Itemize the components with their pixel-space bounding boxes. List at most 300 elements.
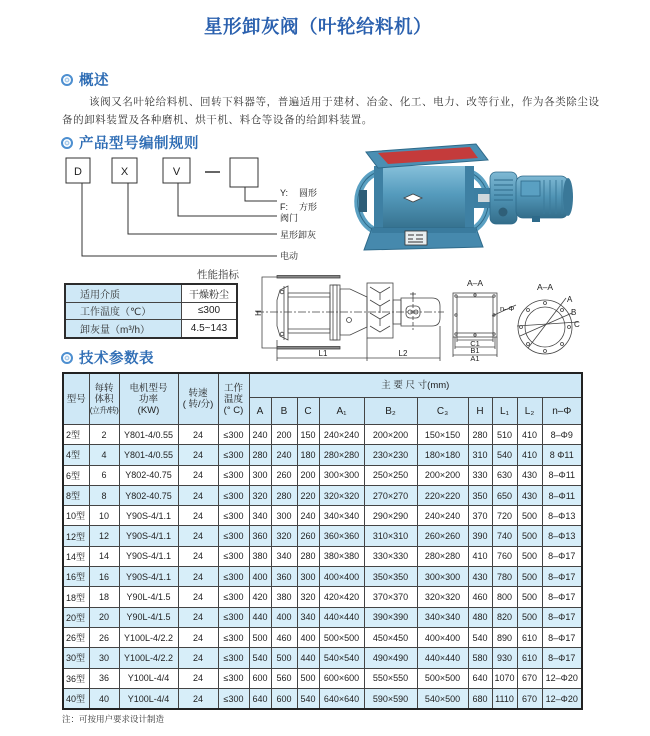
cell-holes: 8–Φ11 — [542, 465, 582, 485]
cell-h: 540 — [468, 627, 492, 647]
cell-h: 680 — [468, 688, 492, 709]
cell-h: 350 — [468, 485, 492, 505]
cell-speed: 24 — [178, 465, 218, 485]
cell-b: 600 — [271, 688, 297, 709]
header-motor-line: 电机型号 — [129, 382, 168, 394]
cell-motor: Y90S-4/1.1 — [119, 567, 178, 587]
cell-a: 640 — [249, 688, 271, 709]
model-code-diagram — [66, 158, 277, 256]
tech-params-heading — [61, 347, 154, 368]
cell-model: 26型 — [63, 627, 89, 647]
dim-b-label: B — [571, 308, 577, 317]
legend-electric: 电动 — [280, 251, 299, 261]
cell-motor: Y90L-4/1.5 — [119, 587, 178, 607]
cell-holes: 12–Φ20 — [542, 688, 582, 709]
cell-a: 300 — [249, 465, 271, 485]
leader-line-star — [128, 183, 277, 234]
cell-speed: 24 — [178, 587, 218, 607]
section-ring-icon — [61, 74, 73, 86]
cell-volume: 8 — [89, 485, 119, 505]
dim-c-label: C — [574, 320, 580, 329]
cell-a1: 360×360 — [319, 526, 364, 546]
code-box-shape — [230, 158, 258, 187]
performance-row — [65, 302, 237, 320]
cell-temp: ≤300 — [218, 485, 249, 505]
legend-y-key: Y: — [280, 188, 289, 198]
side-view-drawing — [256, 276, 444, 362]
cell-h: 310 — [468, 445, 492, 465]
header-dim-holes: n–Φ — [542, 398, 582, 425]
cell-b: 200 — [271, 425, 297, 445]
cell-holes: 8–Φ9 — [542, 425, 582, 445]
cell-temp: ≤300 — [218, 546, 249, 566]
cell-a1: 640×640 — [319, 688, 364, 709]
dim-a1-label: A1 — [470, 354, 480, 363]
code-box-d — [66, 158, 90, 183]
cell-l2: 430 — [517, 465, 542, 485]
cell-model: 12型 — [63, 526, 89, 546]
cell-b2: 330×330 — [364, 546, 417, 566]
table-row — [63, 485, 582, 505]
header-volume-line: (立升/转) — [89, 405, 119, 415]
table-row — [63, 526, 582, 546]
performance-key: 工作温度（℃） — [65, 302, 182, 320]
legend-f-key: F: — [280, 202, 288, 212]
cell-model: 18型 — [63, 587, 89, 607]
square-section-drawing — [453, 293, 516, 357]
performance-value: 4.5~143 — [182, 320, 238, 338]
cell-model: 14型 — [63, 546, 89, 566]
model-code-text — [74, 166, 181, 178]
cell-l1: 890 — [492, 627, 517, 647]
cell-a1: 420×420 — [319, 587, 364, 607]
cell-speed: 24 — [178, 445, 218, 465]
cell-c: 320 — [297, 587, 319, 607]
cell-c: 180 — [297, 445, 319, 465]
cell-a: 320 — [249, 485, 271, 505]
table-row — [63, 668, 582, 688]
cell-c: 500 — [297, 668, 319, 688]
cell-b2: 290×290 — [364, 506, 417, 526]
cell-c3: 320×320 — [417, 587, 468, 607]
header-dim-a1: A₁ — [319, 398, 364, 425]
cell-b2: 590×590 — [364, 688, 417, 709]
table-row — [63, 627, 582, 647]
cell-a: 420 — [249, 587, 271, 607]
cell-temp: ≤300 — [218, 445, 249, 465]
header-volume — [89, 373, 119, 425]
cell-b: 280 — [271, 485, 297, 505]
dim-c1-label: C1 — [470, 339, 480, 348]
holes-label: n–Φ — [500, 304, 515, 313]
cell-h: 330 — [468, 465, 492, 485]
cell-holes: 8–Φ17 — [542, 567, 582, 587]
cell-volume: 40 — [89, 688, 119, 709]
table-row — [63, 445, 582, 465]
cell-b: 500 — [271, 648, 297, 668]
cell-motor: Y100L-4/4 — [119, 688, 178, 709]
cell-temp: ≤300 — [218, 506, 249, 526]
cell-b2: 200×200 — [364, 425, 417, 445]
cell-a1: 600×600 — [319, 668, 364, 688]
cell-l2: 500 — [517, 587, 542, 607]
cell-model: 40型 — [63, 688, 89, 709]
header-speed — [178, 373, 218, 425]
cell-holes: 8–Φ11 — [542, 485, 582, 505]
cell-holes: 8–Φ17 — [542, 607, 582, 627]
header-temp — [218, 373, 249, 425]
cell-c3: 400×400 — [417, 627, 468, 647]
cell-b: 460 — [271, 627, 297, 647]
cell-model: 30型 — [63, 648, 89, 668]
cell-motor: Y100L-4/4 — [119, 668, 178, 688]
cell-b: 380 — [271, 587, 297, 607]
overview-heading-text: 概述 — [79, 73, 109, 89]
header-temp-line: 工作 — [223, 382, 243, 394]
overview-paragraph-line-2: 备的卸料装置及各种磨机、烘干机、料仓等设备的给卸料装置。 — [62, 114, 373, 126]
cell-h: 390 — [468, 526, 492, 546]
page-title: 星形卸灰阀（叶轮给料机） — [203, 16, 432, 37]
cell-b2: 550×550 — [364, 668, 417, 688]
cell-l1: 1070 — [492, 668, 517, 688]
cell-model: 16型 — [63, 567, 89, 587]
leader-line-valve — [178, 183, 277, 216]
header-dimensions-group — [249, 373, 582, 398]
cell-a1: 380×380 — [319, 546, 364, 566]
cell-b: 560 — [271, 668, 297, 688]
performance-value: 干燥粉尘 — [182, 284, 238, 302]
cell-l2: 670 — [517, 668, 542, 688]
cell-volume: 6 — [89, 465, 119, 485]
code-letter-d: D — [74, 166, 82, 178]
cell-speed: 24 — [178, 627, 218, 647]
cell-l2: 670 — [517, 688, 542, 709]
cell-motor: Y802-40.75 — [119, 485, 178, 505]
cell-c: 220 — [297, 485, 319, 505]
code-box-x — [112, 158, 137, 183]
cell-model: 10型 — [63, 506, 89, 526]
cell-b: 400 — [271, 607, 297, 627]
cell-volume: 18 — [89, 587, 119, 607]
cell-l1: 510 — [492, 425, 517, 445]
performance-row — [65, 320, 237, 338]
cell-volume: 2 — [89, 425, 119, 445]
cell-a: 600 — [249, 668, 271, 688]
cell-c3: 500×500 — [417, 668, 468, 688]
header-volume-line: 体积 — [94, 393, 114, 405]
cell-volume: 4 — [89, 445, 119, 465]
cell-l2: 610 — [517, 648, 542, 668]
cell-motor: Y100L-4/2.2 — [119, 627, 178, 647]
cell-volume: 30 — [89, 648, 119, 668]
cell-c: 540 — [297, 688, 319, 709]
cell-c: 440 — [297, 648, 319, 668]
table-row — [63, 506, 582, 526]
cell-model: 6型 — [63, 465, 89, 485]
cell-c: 300 — [297, 567, 319, 587]
header-dimensions-group-text: 主 要 尺 寸(mm) — [381, 380, 450, 391]
dim-l2-label: L2 — [398, 349, 408, 358]
cell-c: 240 — [297, 506, 319, 526]
cell-b2: 490×490 — [364, 648, 417, 668]
cell-speed: 24 — [178, 546, 218, 566]
reducer — [490, 172, 517, 224]
dim-a-label: A — [567, 295, 573, 304]
cell-holes: 8 Φ11 — [542, 445, 582, 465]
header-motor-line: (KW) — [137, 404, 160, 416]
cell-b: 360 — [271, 567, 297, 587]
cell-b: 300 — [271, 506, 297, 526]
cell-l2: 500 — [517, 567, 542, 587]
header-volume-line: 每转 — [94, 382, 114, 394]
diamond-mark-icon — [404, 194, 422, 202]
header-dim-h: H — [468, 398, 492, 425]
cell-a: 500 — [249, 627, 271, 647]
cell-b2: 310×310 — [364, 526, 417, 546]
header-speed-line: 转速 — [188, 388, 208, 399]
code-box-v — [163, 158, 190, 183]
header-speed-line: ( 转/分) — [182, 399, 214, 410]
cell-temp: ≤300 — [218, 607, 249, 627]
nameplate — [405, 231, 427, 245]
table-row — [63, 465, 582, 485]
header-dim-c3: C₃ — [417, 398, 468, 425]
cell-l2: 430 — [517, 485, 542, 505]
cell-speed: 24 — [178, 688, 218, 709]
table-row — [63, 688, 582, 709]
cell-temp: ≤300 — [218, 425, 249, 445]
cell-a1: 340×340 — [319, 506, 364, 526]
code-letter-x: X — [120, 166, 129, 178]
cell-a: 340 — [249, 506, 271, 526]
product-photo — [358, 144, 573, 250]
cell-l2: 500 — [517, 526, 542, 546]
performance-key: 适用介质 — [65, 284, 182, 302]
code-letter-v: V — [172, 166, 181, 178]
cell-holes: 8–Φ17 — [542, 648, 582, 668]
cell-b2: 230×230 — [364, 445, 417, 465]
cell-temp: ≤300 — [218, 668, 249, 688]
cell-a: 380 — [249, 546, 271, 566]
cell-a: 540 — [249, 648, 271, 668]
cell-h: 480 — [468, 607, 492, 627]
cell-holes: 12–Φ20 — [542, 668, 582, 688]
model-code-heading — [61, 132, 199, 153]
cell-a1: 540×540 — [319, 648, 364, 668]
cell-b: 320 — [271, 526, 297, 546]
performance-caption: 性能指标 — [197, 269, 239, 281]
cell-a1: 280×280 — [319, 445, 364, 465]
legend-y-label: 圆形 — [299, 188, 318, 198]
cell-temp: ≤300 — [218, 587, 249, 607]
cell-a: 440 — [249, 607, 271, 627]
cell-speed: 24 — [178, 485, 218, 505]
motor — [516, 176, 568, 218]
cell-c: 260 — [297, 526, 319, 546]
cell-b2: 450×450 — [364, 627, 417, 647]
cell-l2: 500 — [517, 607, 542, 627]
cell-l1: 820 — [492, 607, 517, 627]
cell-h: 640 — [468, 668, 492, 688]
cell-c: 400 — [297, 627, 319, 647]
legend-star-discharge: 星形卸灰 — [280, 230, 317, 240]
section-ring-icon — [61, 137, 73, 149]
cell-b: 340 — [271, 546, 297, 566]
cell-volume: 10 — [89, 506, 119, 526]
cell-temp: ≤300 — [218, 648, 249, 668]
leader-line-shape — [245, 187, 277, 201]
cell-motor: Y801-4/0.55 — [119, 445, 178, 465]
table-row — [63, 567, 582, 587]
side-view-labels — [254, 310, 408, 358]
cell-c3: 260×260 — [417, 526, 468, 546]
cell-motor: Y90L-4/1.5 — [119, 607, 178, 627]
table-row — [63, 607, 582, 627]
cell-c3: 240×240 — [417, 506, 468, 526]
round-section-labels — [537, 282, 580, 329]
cell-speed: 24 — [178, 425, 218, 445]
cell-motor: Y100L-4/2.2 — [119, 648, 178, 668]
cell-l1: 760 — [492, 546, 517, 566]
cell-temp: ≤300 — [218, 567, 249, 587]
cell-h: 280 — [468, 425, 492, 445]
cell-a1: 500×500 — [319, 627, 364, 647]
table-row — [63, 425, 582, 445]
cell-l1: 1110 — [492, 688, 517, 709]
cell-model: 36型 — [63, 668, 89, 688]
cell-holes: 8–Φ17 — [542, 546, 582, 566]
cell-c: 200 — [297, 465, 319, 485]
dim-l1-label: L1 — [318, 349, 328, 358]
performance-value: ≤300 — [182, 302, 238, 320]
cell-c3: 150×150 — [417, 425, 468, 445]
performance-table — [64, 283, 238, 339]
header-temp-line: 温度 — [223, 393, 243, 405]
cell-c3: 180×180 — [417, 445, 468, 465]
table-row — [63, 546, 582, 566]
cell-l2: 500 — [517, 546, 542, 566]
overview-paragraph-line-1: 该阀又名叶轮给料机、回转下料器等，普遍适用于建材、冶金、化工、电力、改等行业，作为各类除尘设 — [89, 96, 600, 108]
cell-a1: 440×440 — [319, 607, 364, 627]
square-section-labels — [467, 278, 514, 363]
cell-c3: 220×220 — [417, 485, 468, 505]
cell-temp: ≤300 — [218, 526, 249, 546]
cell-c3: 280×280 — [417, 546, 468, 566]
cell-l2: 610 — [517, 627, 542, 647]
header-model — [63, 373, 89, 425]
cell-temp: ≤300 — [218, 465, 249, 485]
cell-a1: 300×300 — [319, 465, 364, 485]
cell-speed: 24 — [178, 526, 218, 546]
cell-volume: 26 — [89, 627, 119, 647]
cell-model: 2型 — [63, 425, 89, 445]
cell-h: 430 — [468, 567, 492, 587]
footnote: 注：可按用户要求设计制造 — [62, 714, 165, 724]
cell-holes: 8–Φ17 — [542, 627, 582, 647]
cell-model: 8型 — [63, 485, 89, 505]
round-section-drawing — [517, 298, 578, 354]
cell-volume: 20 — [89, 607, 119, 627]
cell-h: 580 — [468, 648, 492, 668]
header-temp-line: (° C) — [223, 404, 244, 416]
cell-b: 260 — [271, 465, 297, 485]
cell-volume: 12 — [89, 526, 119, 546]
overview-heading — [61, 69, 109, 90]
cell-temp: ≤300 — [218, 688, 249, 709]
cell-volume: 36 — [89, 668, 119, 688]
dim-h-label: H — [254, 310, 263, 316]
header-dim-c: C — [297, 398, 319, 425]
legend-valve: 阀门 — [280, 213, 299, 223]
header-dim-b2: B₂ — [364, 398, 417, 425]
cell-holes: 8–Φ17 — [542, 587, 582, 607]
cell-model: 4型 — [63, 445, 89, 465]
table-row — [63, 587, 582, 607]
round-section-title: A–A — [536, 282, 554, 292]
cell-l2: 500 — [517, 506, 542, 526]
cell-motor: Y802-40.75 — [119, 465, 178, 485]
cell-l1: 930 — [492, 648, 517, 668]
cell-b2: 270×270 — [364, 485, 417, 505]
cell-motor: Y90S-4/1.1 — [119, 546, 178, 566]
cell-c: 340 — [297, 607, 319, 627]
cell-holes: 8–Φ13 — [542, 506, 582, 526]
cell-b: 240 — [271, 445, 297, 465]
cell-motor: Y801-4/0.55 — [119, 425, 178, 445]
cell-c: 150 — [297, 425, 319, 445]
cell-c3: 300×300 — [417, 567, 468, 587]
performance-row — [65, 284, 237, 302]
cell-c3: 340×340 — [417, 607, 468, 627]
cell-l1: 630 — [492, 465, 517, 485]
tech-params-table — [62, 372, 583, 710]
section-ring-icon — [61, 352, 73, 364]
cell-c3: 440×440 — [417, 648, 468, 668]
cell-h: 460 — [468, 587, 492, 607]
cell-l1: 540 — [492, 445, 517, 465]
header-dim-l1: L₁ — [492, 398, 517, 425]
cell-a1: 240×240 — [319, 425, 364, 445]
cell-l2: 410 — [517, 445, 542, 465]
cell-speed: 24 — [178, 567, 218, 587]
model-code-heading-text: 产品型号编制规则 — [79, 136, 199, 152]
model-code-legend — [280, 188, 317, 261]
header-dim-b: B — [271, 398, 297, 425]
cell-a: 360 — [249, 526, 271, 546]
cell-speed: 24 — [178, 668, 218, 688]
leader-line-electric — [82, 183, 277, 256]
table-row — [63, 648, 582, 668]
square-section-title: A–A — [466, 278, 484, 288]
cell-motor: Y90S-4/1.1 — [119, 526, 178, 546]
cell-l1: 650 — [492, 485, 517, 505]
cell-b2: 250×250 — [364, 465, 417, 485]
header-dim-l2: L₂ — [517, 398, 542, 425]
cell-l2: 410 — [517, 425, 542, 445]
header-motor-line: 功率 — [138, 393, 158, 405]
cell-volume: 14 — [89, 546, 119, 566]
tech-params-heading-text: 技术参数表 — [79, 351, 154, 367]
cell-volume: 16 — [89, 567, 119, 587]
cell-a: 400 — [249, 567, 271, 587]
cell-speed: 24 — [178, 648, 218, 668]
cell-h: 370 — [468, 506, 492, 526]
cell-a: 280 — [249, 445, 271, 465]
cell-motor: Y90S-4/1.1 — [119, 506, 178, 526]
header-model-text: 型号 — [66, 393, 86, 405]
cell-h: 410 — [468, 546, 492, 566]
cell-model: 20型 — [63, 607, 89, 627]
